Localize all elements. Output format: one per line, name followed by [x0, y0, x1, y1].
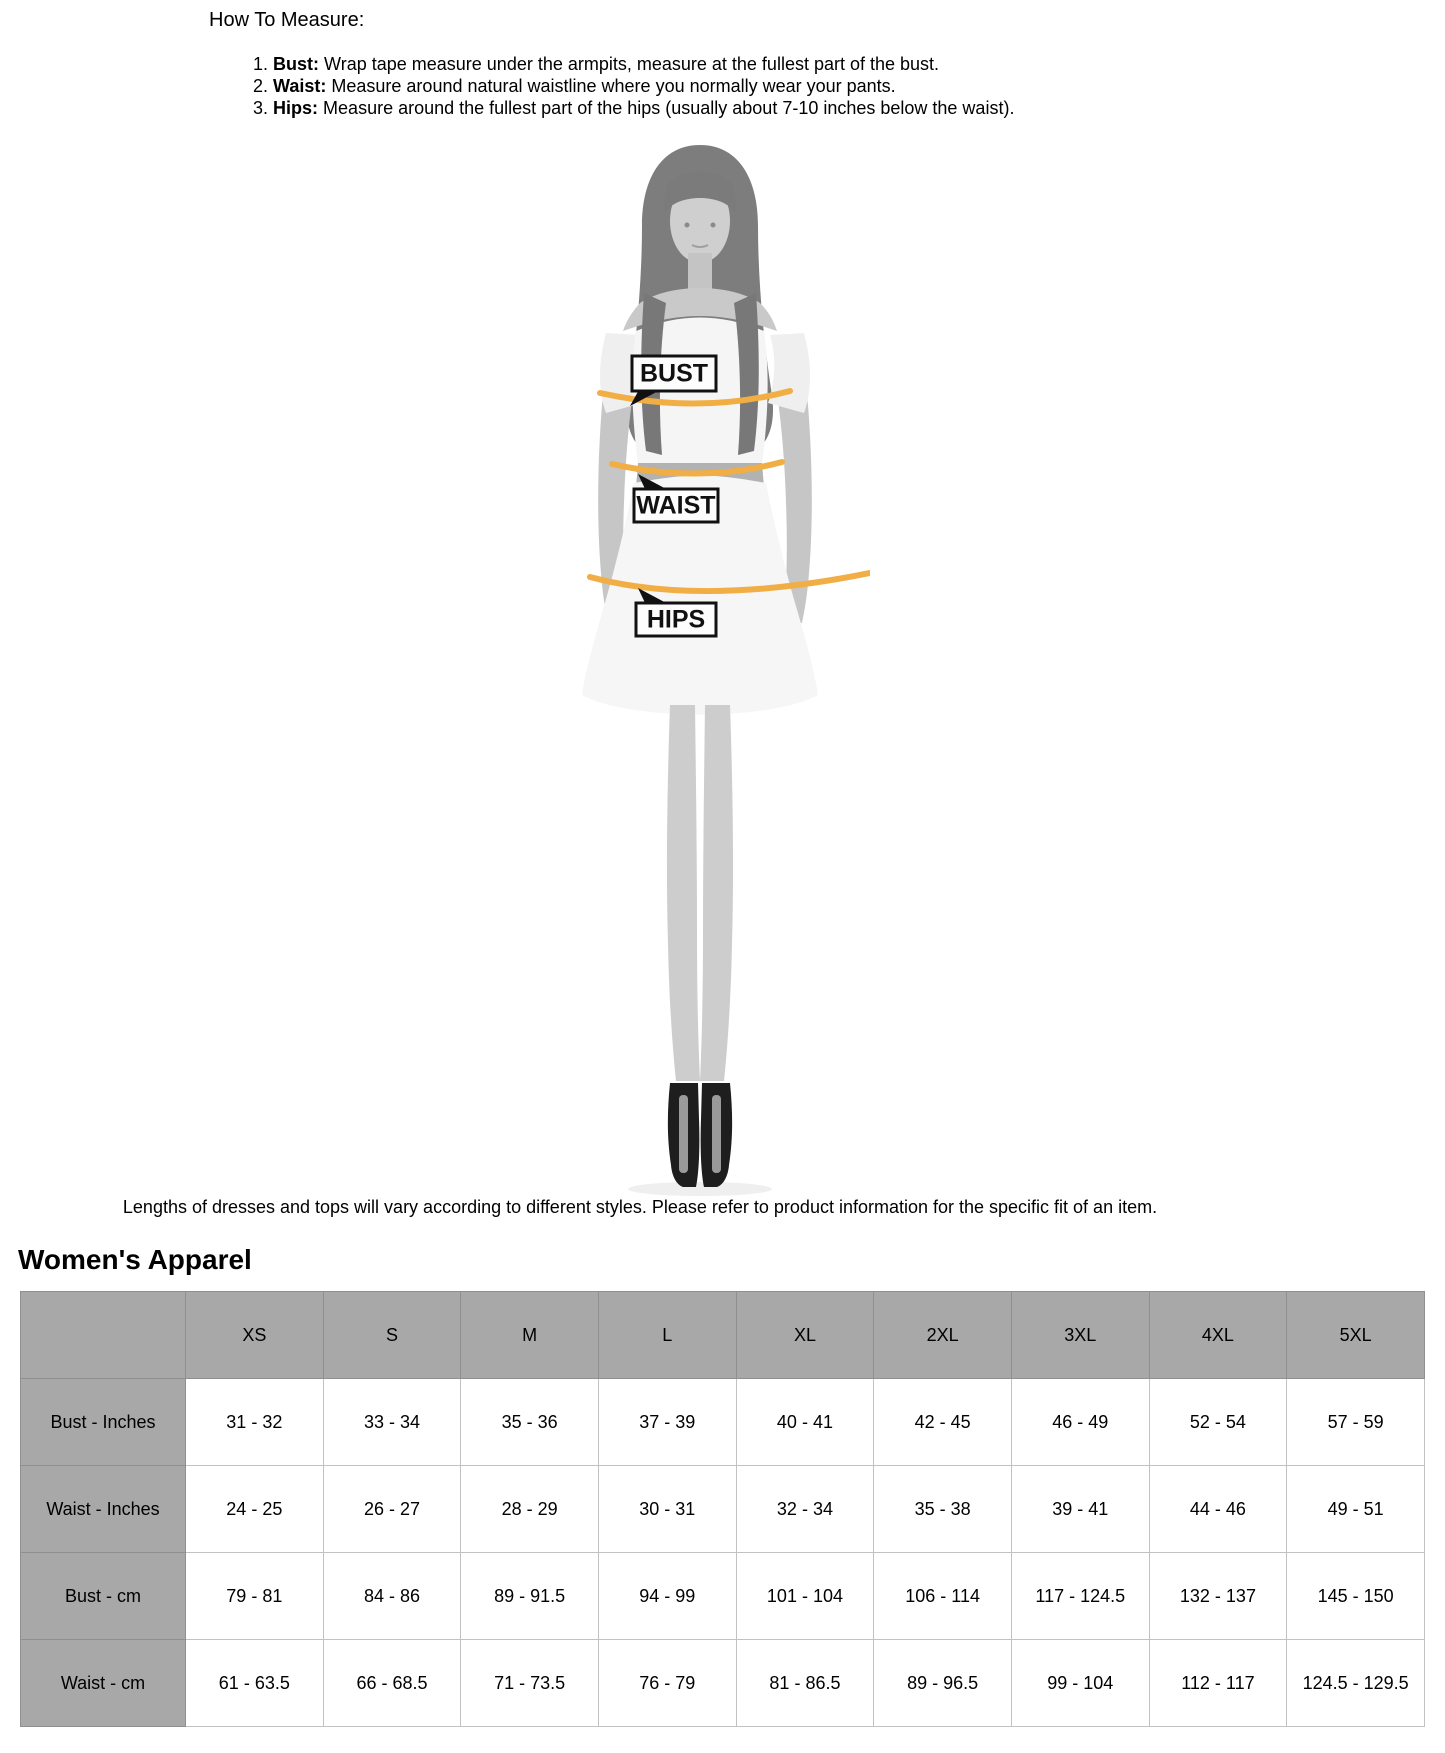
size-chart-table	[20, 1291, 1425, 1727]
size-cell: 35 - 38	[874, 1466, 1012, 1553]
instruction-text: Measure around the fullest part of the hips (usually about 7-10 inches below the waist).	[323, 98, 1015, 118]
instruction-number: 2.	[253, 76, 269, 96]
size-cell: 57 - 59	[1287, 1379, 1425, 1466]
size-cell: 32 - 34	[736, 1466, 874, 1553]
table-row-waist-inches	[21, 1466, 1425, 1553]
instruction-text: Wrap tape measure under the armpits, measure at the fullest part of the bust.	[324, 54, 940, 74]
size-cell: 61 - 63.5	[186, 1640, 324, 1727]
bust-label-text: BUST	[639, 359, 709, 388]
table-row-bust-inches	[21, 1379, 1425, 1466]
size-cell: 101 - 104	[736, 1553, 874, 1640]
floor-shadow	[628, 1182, 772, 1196]
instruction-bust	[253, 53, 1014, 75]
model-eye-left	[685, 223, 690, 228]
size-cell: 39 - 41	[1011, 1466, 1149, 1553]
size-cell: 26 - 27	[323, 1466, 461, 1553]
size-cell: 145 - 150	[1287, 1553, 1425, 1640]
size-col-header: S	[323, 1292, 461, 1379]
model-photo	[540, 133, 870, 1198]
instruction-hips	[253, 97, 1014, 119]
size-cell: 49 - 51	[1287, 1466, 1425, 1553]
size-col-header: XS	[186, 1292, 324, 1379]
instruction-term: Bust:	[273, 54, 320, 74]
row-label: Bust - Inches	[21, 1379, 186, 1466]
size-cell: 30 - 31	[598, 1466, 736, 1553]
waist-label-text: WAIST	[636, 491, 716, 520]
model-shoe-detail-left	[679, 1095, 688, 1173]
size-cell: 89 - 96.5	[874, 1640, 1012, 1727]
size-cell: 81 - 86.5	[736, 1640, 874, 1727]
size-cell: 35 - 36	[461, 1379, 599, 1466]
size-col-header: 3XL	[1011, 1292, 1149, 1379]
size-cell: 40 - 41	[736, 1379, 874, 1466]
size-cell: 66 - 68.5	[323, 1640, 461, 1727]
size-cell: 132 - 137	[1149, 1553, 1287, 1640]
row-label: Waist - Inches	[21, 1466, 186, 1553]
size-cell: 71 - 73.5	[461, 1640, 599, 1727]
size-cell: 46 - 49	[1011, 1379, 1149, 1466]
model-eye-right	[711, 223, 716, 228]
section-title: Women's Apparel	[18, 1244, 252, 1275]
size-cell: 31 - 32	[186, 1379, 324, 1466]
table-corner-cell	[21, 1292, 186, 1379]
size-col-header: L	[598, 1292, 736, 1379]
hips-label-text: HIPS	[646, 605, 706, 634]
measure-instructions	[253, 53, 1014, 119]
size-cell: 99 - 104	[1011, 1640, 1149, 1727]
size-cell: 24 - 25	[186, 1466, 324, 1553]
how-to-measure-title: How To Measure:	[209, 9, 365, 31]
size-col-header: 2XL	[874, 1292, 1012, 1379]
size-cell: 28 - 29	[461, 1466, 599, 1553]
size-cell: 76 - 79	[598, 1640, 736, 1727]
size-col-header: XL	[736, 1292, 874, 1379]
table-row-bust-cm	[21, 1553, 1425, 1640]
model-leg-right	[700, 705, 733, 1081]
size-cell: 37 - 39	[598, 1379, 736, 1466]
instruction-number: 1.	[253, 54, 269, 74]
size-col-header: M	[461, 1292, 599, 1379]
fit-note: Lengths of dresses and tops will vary according to different styles. Please refer to product information for the specific fit of an item.	[122, 1197, 1158, 1217]
size-cell: 112 - 117	[1149, 1640, 1287, 1727]
size-cell: 33 - 34	[323, 1379, 461, 1466]
row-label: Bust - cm	[21, 1553, 186, 1640]
instruction-number: 3.	[253, 98, 269, 118]
table-header-row	[21, 1292, 1425, 1379]
model-shoe-detail-right	[712, 1095, 721, 1173]
size-cell: 124.5 - 129.5	[1287, 1640, 1425, 1727]
instruction-term: Waist:	[273, 76, 327, 96]
instruction-waist	[253, 75, 1014, 97]
how-to-measure-section	[209, 8, 1014, 119]
row-label: Waist - cm	[21, 1640, 186, 1727]
instruction-term: Hips:	[273, 98, 319, 118]
size-cell: 79 - 81	[186, 1553, 324, 1640]
instruction-text: Measure around natural waistline where you normally wear your pants.	[331, 76, 896, 96]
size-cell: 106 - 114	[874, 1553, 1012, 1640]
table-row-waist-cm	[21, 1640, 1425, 1727]
measurement-figure	[540, 133, 870, 1198]
size-cell: 52 - 54	[1149, 1379, 1287, 1466]
model-leg-left	[667, 705, 700, 1081]
size-cell: 42 - 45	[874, 1379, 1012, 1466]
size-cell: 84 - 86	[323, 1553, 461, 1640]
size-col-header: 4XL	[1149, 1292, 1287, 1379]
size-cell: 117 - 124.5	[1011, 1553, 1149, 1640]
size-cell: 94 - 99	[598, 1553, 736, 1640]
model-sleeve-right	[768, 333, 810, 413]
size-cell: 89 - 91.5	[461, 1553, 599, 1640]
size-cell: 44 - 46	[1149, 1466, 1287, 1553]
size-col-header: 5XL	[1287, 1292, 1425, 1379]
